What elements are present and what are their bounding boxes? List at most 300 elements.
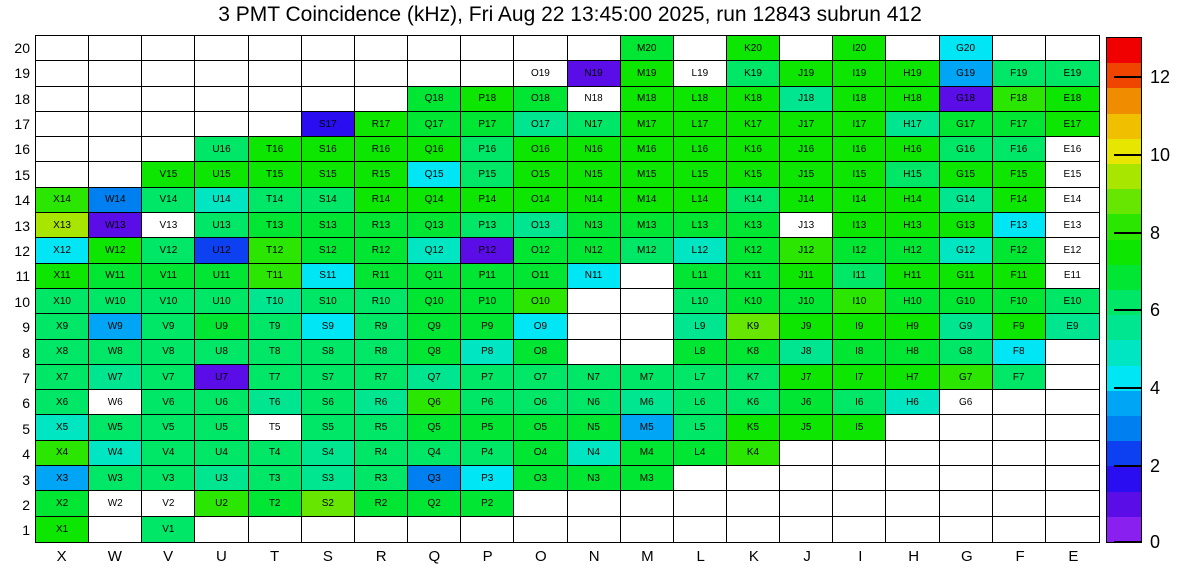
cell-label: I12 — [852, 245, 867, 257]
heatmap-cell — [355, 466, 408, 491]
heatmap-cell — [940, 517, 993, 542]
heatmap-cell — [36, 517, 89, 542]
heatmap-cell — [833, 314, 886, 339]
heatmap-cell — [833, 415, 886, 440]
x-tick-label: S — [322, 548, 333, 565]
heatmap-cell — [36, 390, 89, 415]
heatmap-cell — [1046, 441, 1099, 466]
heatmap-cell — [355, 289, 408, 314]
cell-label: M13 — [636, 219, 657, 231]
cell-label: H17 — [903, 118, 922, 130]
heatmap-cell — [249, 87, 302, 112]
heatmap-cell — [940, 188, 993, 213]
cell-label: W11 — [105, 270, 126, 282]
cell-label: L5 — [694, 422, 706, 434]
heatmap-cell — [674, 365, 727, 390]
colorbar-tick — [1114, 465, 1142, 467]
cell-label: G20 — [956, 42, 976, 54]
heatmap-cell — [249, 112, 302, 137]
heatmap-cell — [674, 61, 727, 86]
heatmap-cell — [886, 264, 939, 289]
cell-label: V4 — [162, 447, 175, 459]
cell-label: P4 — [481, 447, 494, 459]
heatmap-cell — [355, 87, 408, 112]
cell-label: J8 — [800, 346, 812, 358]
heatmap-cell — [461, 137, 514, 162]
cell-label: S2 — [321, 498, 334, 510]
cell-label: W9 — [107, 320, 123, 332]
heatmap-cell — [780, 390, 833, 415]
heatmap-cell — [355, 264, 408, 289]
cell-label: X14 — [53, 194, 71, 206]
colorbar-band — [1107, 139, 1141, 164]
heatmap-cell — [408, 340, 461, 365]
cell-label: F8 — [1012, 346, 1025, 358]
y-tick-label: 1 — [22, 522, 30, 539]
heatmap-cell — [993, 365, 1046, 390]
heatmap-cell — [195, 137, 248, 162]
heatmap-cell — [886, 112, 939, 137]
heatmap-cell — [249, 137, 302, 162]
heatmap-cell — [621, 415, 674, 440]
heatmap-cell — [568, 87, 621, 112]
heatmap-cell — [89, 162, 142, 187]
cell-label: F9 — [1012, 320, 1025, 332]
heatmap-cell — [833, 517, 886, 542]
x-tick-label: R — [375, 548, 387, 565]
heatmap-cell — [568, 466, 621, 491]
colorbar-band — [1107, 214, 1141, 239]
heatmap-cell — [514, 264, 567, 289]
cell-label: G19 — [956, 67, 976, 79]
cell-label: F15 — [1010, 169, 1028, 181]
cell-label: K9 — [746, 320, 760, 332]
colorbar-band — [1107, 88, 1141, 113]
cell-label: J12 — [798, 245, 815, 257]
cell-label: E19 — [1063, 67, 1082, 79]
cell-label: K7 — [746, 371, 760, 383]
cell-label: W3 — [107, 472, 123, 484]
heatmap-cell — [514, 491, 567, 516]
cell-label: O10 — [530, 295, 550, 307]
heatmap-cell — [461, 264, 514, 289]
heatmap-cell — [1046, 87, 1099, 112]
heatmap-cell — [780, 466, 833, 491]
heatmap-cell — [355, 137, 408, 162]
colorbar-tick-label: 0 — [1150, 532, 1161, 552]
cell-label: L12 — [691, 245, 709, 257]
cell-label: J17 — [798, 118, 815, 130]
cell-label: U3 — [215, 472, 228, 484]
heatmap-cell — [727, 264, 780, 289]
heatmap-cell — [780, 213, 833, 238]
colorbar-tick — [1114, 232, 1142, 234]
cell-label: O18 — [530, 93, 550, 105]
cell-label: F18 — [1010, 93, 1028, 105]
heatmap-cell — [833, 491, 886, 516]
heatmap-cell — [993, 162, 1046, 187]
cell-label: W6 — [107, 396, 123, 408]
heatmap-cell — [514, 390, 567, 415]
heatmap-cell — [461, 466, 514, 491]
heatmap-cell — [674, 441, 727, 466]
cell-label: Q18 — [424, 93, 444, 105]
cell-label: P2 — [481, 498, 494, 510]
heatmap-cell — [36, 213, 89, 238]
heatmap-cell — [1046, 162, 1099, 187]
heatmap-cell — [727, 517, 780, 542]
heatmap-cell — [993, 517, 1046, 542]
cell-label: P15 — [478, 169, 497, 181]
heatmap-cell — [886, 213, 939, 238]
heatmap-cell — [886, 162, 939, 187]
cell-label: G15 — [956, 169, 976, 181]
heatmap-cell — [727, 188, 780, 213]
heatmap-cell — [89, 112, 142, 137]
x-tick-label: P — [482, 548, 493, 565]
cell-label: J18 — [798, 93, 815, 105]
cell-label: W7 — [107, 371, 123, 383]
heatmap-cell — [408, 61, 461, 86]
cell-label: P5 — [481, 422, 494, 434]
heatmap-cell — [674, 137, 727, 162]
heatmap-cell — [940, 87, 993, 112]
heatmap-cell — [195, 466, 248, 491]
cell-label: G18 — [956, 93, 976, 105]
cell-label: L15 — [691, 169, 709, 181]
cell-label: K17 — [744, 118, 762, 130]
heatmap-cell — [727, 112, 780, 137]
heatmap-cell — [940, 289, 993, 314]
heatmap-cell — [780, 491, 833, 516]
cell-label: I16 — [852, 143, 867, 155]
cell-label: S5 — [321, 422, 334, 434]
heatmap-cell — [249, 264, 302, 289]
heatmap-cell — [568, 517, 621, 542]
heatmap-cell — [568, 340, 621, 365]
cell-label: H19 — [903, 67, 922, 79]
cell-label: V9 — [162, 320, 175, 332]
cell-label: N18 — [584, 93, 603, 105]
cell-label: U14 — [212, 194, 231, 206]
cell-label: K15 — [744, 169, 762, 181]
heatmap-cell — [674, 415, 727, 440]
cell-label: R11 — [372, 270, 390, 282]
cell-label: R7 — [374, 371, 388, 383]
cell-label: R5 — [374, 422, 388, 434]
heatmap-cell — [195, 238, 248, 263]
heatmap-cell — [36, 137, 89, 162]
x-tick-label: F — [1015, 548, 1025, 565]
cell-label: U2 — [215, 498, 228, 510]
heatmap-cell — [674, 466, 727, 491]
heatmap-cell — [780, 61, 833, 86]
heatmap-cell — [833, 162, 886, 187]
heatmap-cell — [833, 137, 886, 162]
cell-label: T11 — [266, 270, 283, 282]
heatmap-cell — [514, 415, 567, 440]
heatmap-cell — [195, 415, 248, 440]
heatmap-cell — [195, 162, 248, 187]
cell-label: F16 — [1010, 143, 1028, 155]
heatmap-cell — [461, 213, 514, 238]
cell-label: I19 — [852, 67, 867, 79]
colorbar-tick — [1114, 387, 1142, 389]
heatmap-cell — [142, 137, 195, 162]
heatmap-cell — [568, 238, 621, 263]
cell-label: Q14 — [424, 194, 444, 206]
heatmap-cell — [727, 87, 780, 112]
cell-label: K11 — [744, 270, 762, 282]
heatmap-cell — [1046, 112, 1099, 137]
cell-label: V15 — [159, 169, 178, 181]
heatmap-cell — [621, 213, 674, 238]
heatmap-cell — [1046, 61, 1099, 86]
heatmap-cell — [355, 390, 408, 415]
heatmap-cell — [621, 517, 674, 542]
heatmap-cell — [833, 441, 886, 466]
cell-label: P14 — [478, 194, 497, 206]
cell-label: N4 — [587, 447, 600, 459]
y-tick-label: 11 — [15, 268, 30, 285]
heatmap-cell — [249, 213, 302, 238]
cell-label: H11 — [903, 270, 922, 282]
heatmap-cell — [886, 491, 939, 516]
cell-label: J15 — [798, 169, 815, 181]
y-tick-label: 7 — [22, 369, 30, 386]
cell-label: E17 — [1063, 118, 1082, 130]
cell-label: J7 — [800, 371, 812, 383]
y-tick-label: 13 — [14, 217, 30, 234]
y-tick-label: 9 — [22, 319, 30, 336]
cell-label: L13 — [691, 219, 709, 231]
heatmap-cell — [674, 238, 727, 263]
cell-label: O12 — [530, 245, 550, 257]
cell-label: S11 — [319, 270, 337, 282]
heatmap-cell — [355, 517, 408, 542]
cell-label: M16 — [636, 143, 657, 155]
heatmap-cell — [302, 36, 355, 61]
heatmap-cell — [302, 87, 355, 112]
heatmap-cell — [674, 289, 727, 314]
heatmap-cell — [993, 491, 1046, 516]
cell-label: Q15 — [424, 169, 444, 181]
heatmap-cell — [36, 289, 89, 314]
cell-label: R3 — [374, 472, 388, 484]
heatmap-cell — [940, 238, 993, 263]
heatmap-cell — [408, 112, 461, 137]
heatmap-cell — [514, 137, 567, 162]
cell-label: S3 — [321, 472, 334, 484]
heatmap-cell — [1046, 289, 1099, 314]
cell-label: L10 — [691, 295, 709, 307]
heatmap-cell — [195, 390, 248, 415]
heatmap-cell — [355, 162, 408, 187]
cell-label: U7 — [215, 371, 228, 383]
heatmap-cell — [514, 340, 567, 365]
heatmap-cell — [886, 415, 939, 440]
cell-label: L16 — [691, 143, 709, 155]
heatmap-cell — [886, 36, 939, 61]
cell-label: R6 — [374, 396, 388, 408]
cell-label: V11 — [159, 270, 177, 282]
cell-label: J11 — [798, 270, 814, 282]
cell-label: N16 — [584, 143, 603, 155]
heatmap-cell — [408, 365, 461, 390]
heatmap-cell — [142, 441, 195, 466]
heatmap-cell — [993, 415, 1046, 440]
heatmap-cell — [780, 517, 833, 542]
cell-label: T6 — [268, 396, 281, 408]
cell-label: W4 — [107, 447, 123, 459]
cell-label: W2 — [107, 498, 123, 510]
x-tick-label: Q — [428, 548, 441, 565]
heatmap-cell — [249, 61, 302, 86]
heatmap-cell — [89, 441, 142, 466]
cell-label: W13 — [104, 219, 126, 231]
cell-label: H16 — [903, 143, 922, 155]
colorbar-band — [1107, 492, 1141, 517]
cell-label: V7 — [162, 371, 175, 383]
heatmap-cell — [302, 314, 355, 339]
heatmap-cell — [993, 340, 1046, 365]
heatmap-cell — [36, 112, 89, 137]
heatmap-cell — [727, 491, 780, 516]
cell-label: R4 — [374, 447, 388, 459]
heatmap-cell — [302, 340, 355, 365]
heatmap-cell — [886, 466, 939, 491]
cell-label: N13 — [584, 219, 603, 231]
heatmap-cell — [195, 441, 248, 466]
cell-label: O11 — [531, 270, 550, 282]
heatmap-cell — [1046, 137, 1099, 162]
cell-label: S16 — [318, 143, 337, 155]
cell-label: S8 — [321, 346, 334, 358]
cell-label: J14 — [798, 194, 815, 206]
heatmap-cell — [940, 112, 993, 137]
heatmap-cell — [36, 87, 89, 112]
heatmap-cell — [993, 466, 1046, 491]
cell-label: U16 — [212, 143, 231, 155]
heatmap-cell — [142, 112, 195, 137]
heatmap-cell — [621, 314, 674, 339]
heatmap-cell — [940, 213, 993, 238]
cell-label: L8 — [694, 346, 706, 358]
heatmap-cell — [1046, 517, 1099, 542]
cell-label: X13 — [53, 219, 71, 231]
x-tick-label: N — [588, 548, 600, 565]
cell-label: M20 — [636, 42, 657, 54]
colorbar-band — [1107, 164, 1141, 189]
heatmap-cell — [355, 188, 408, 213]
heatmap-cell — [940, 415, 993, 440]
cell-label: J19 — [798, 67, 815, 79]
heatmap-cell — [461, 491, 514, 516]
cell-label: G14 — [956, 194, 976, 206]
heatmap-cell — [993, 137, 1046, 162]
heatmap-cell — [408, 466, 461, 491]
heatmap-cell — [461, 162, 514, 187]
heatmap-cell — [514, 289, 567, 314]
cell-label: P9 — [481, 320, 494, 332]
heatmap-cell — [36, 162, 89, 187]
heatmap-cell — [355, 365, 408, 390]
heatmap-cell — [461, 36, 514, 61]
cell-label: V8 — [162, 346, 175, 358]
cell-label: I20 — [852, 42, 867, 54]
cell-label: K18 — [744, 93, 762, 105]
heatmap-cell — [302, 238, 355, 263]
cell-label: X4 — [55, 447, 69, 459]
colorbar-tick — [1114, 154, 1142, 156]
heatmap-cell — [461, 441, 514, 466]
cell-label: M18 — [636, 93, 657, 105]
heatmap-cell — [142, 264, 195, 289]
cell-label: V2 — [162, 498, 175, 510]
cell-label: S4 — [321, 447, 334, 459]
heatmap-cell — [727, 365, 780, 390]
cell-label: Q8 — [427, 346, 441, 358]
heatmap-cell — [302, 137, 355, 162]
heatmap-cell — [195, 365, 248, 390]
heatmap-cell — [940, 340, 993, 365]
heatmap-cell — [833, 112, 886, 137]
heatmap-cell — [142, 238, 195, 263]
heatmap-cell — [727, 441, 780, 466]
cell-label: N15 — [584, 169, 603, 181]
cell-label: P18 — [478, 93, 497, 105]
heatmap-cell — [621, 188, 674, 213]
heatmap-cell — [195, 36, 248, 61]
heatmap-cell — [89, 314, 142, 339]
heatmap-cell — [408, 264, 461, 289]
heatmap-cell — [886, 188, 939, 213]
heatmap-cell — [89, 36, 142, 61]
heatmap-cell — [461, 390, 514, 415]
heatmap-cell — [833, 238, 886, 263]
x-tick-label: H — [908, 548, 920, 565]
cell-label: P7 — [481, 371, 494, 383]
cell-label: E12 — [1063, 245, 1082, 257]
cell-label: X12 — [53, 245, 71, 257]
heatmap-cell — [89, 213, 142, 238]
cell-label: V1 — [162, 523, 175, 535]
cell-label: P3 — [481, 472, 494, 484]
heatmap-cell — [833, 390, 886, 415]
cell-label: J16 — [798, 143, 815, 155]
cell-label: M17 — [636, 118, 657, 130]
cell-label: Q7 — [427, 371, 441, 383]
heatmap-cell — [780, 87, 833, 112]
cell-label: K20 — [744, 42, 762, 54]
heatmap-cell — [621, 87, 674, 112]
heatmap-cell — [674, 87, 727, 112]
cell-label: M12 — [636, 245, 657, 257]
heatmap-cell — [568, 264, 621, 289]
heatmap-cell — [302, 61, 355, 86]
heatmap-cell — [940, 491, 993, 516]
heatmap-cell — [886, 87, 939, 112]
heatmap-cell — [36, 441, 89, 466]
y-tick-label: 12 — [14, 242, 30, 259]
heatmap-cell — [940, 466, 993, 491]
heatmap-cell — [780, 162, 833, 187]
cell-label: E13 — [1063, 219, 1082, 231]
heatmap-cell — [461, 415, 514, 440]
cell-label: E18 — [1063, 93, 1082, 105]
cell-label: P17 — [478, 118, 497, 130]
heatmap-cell — [249, 36, 302, 61]
